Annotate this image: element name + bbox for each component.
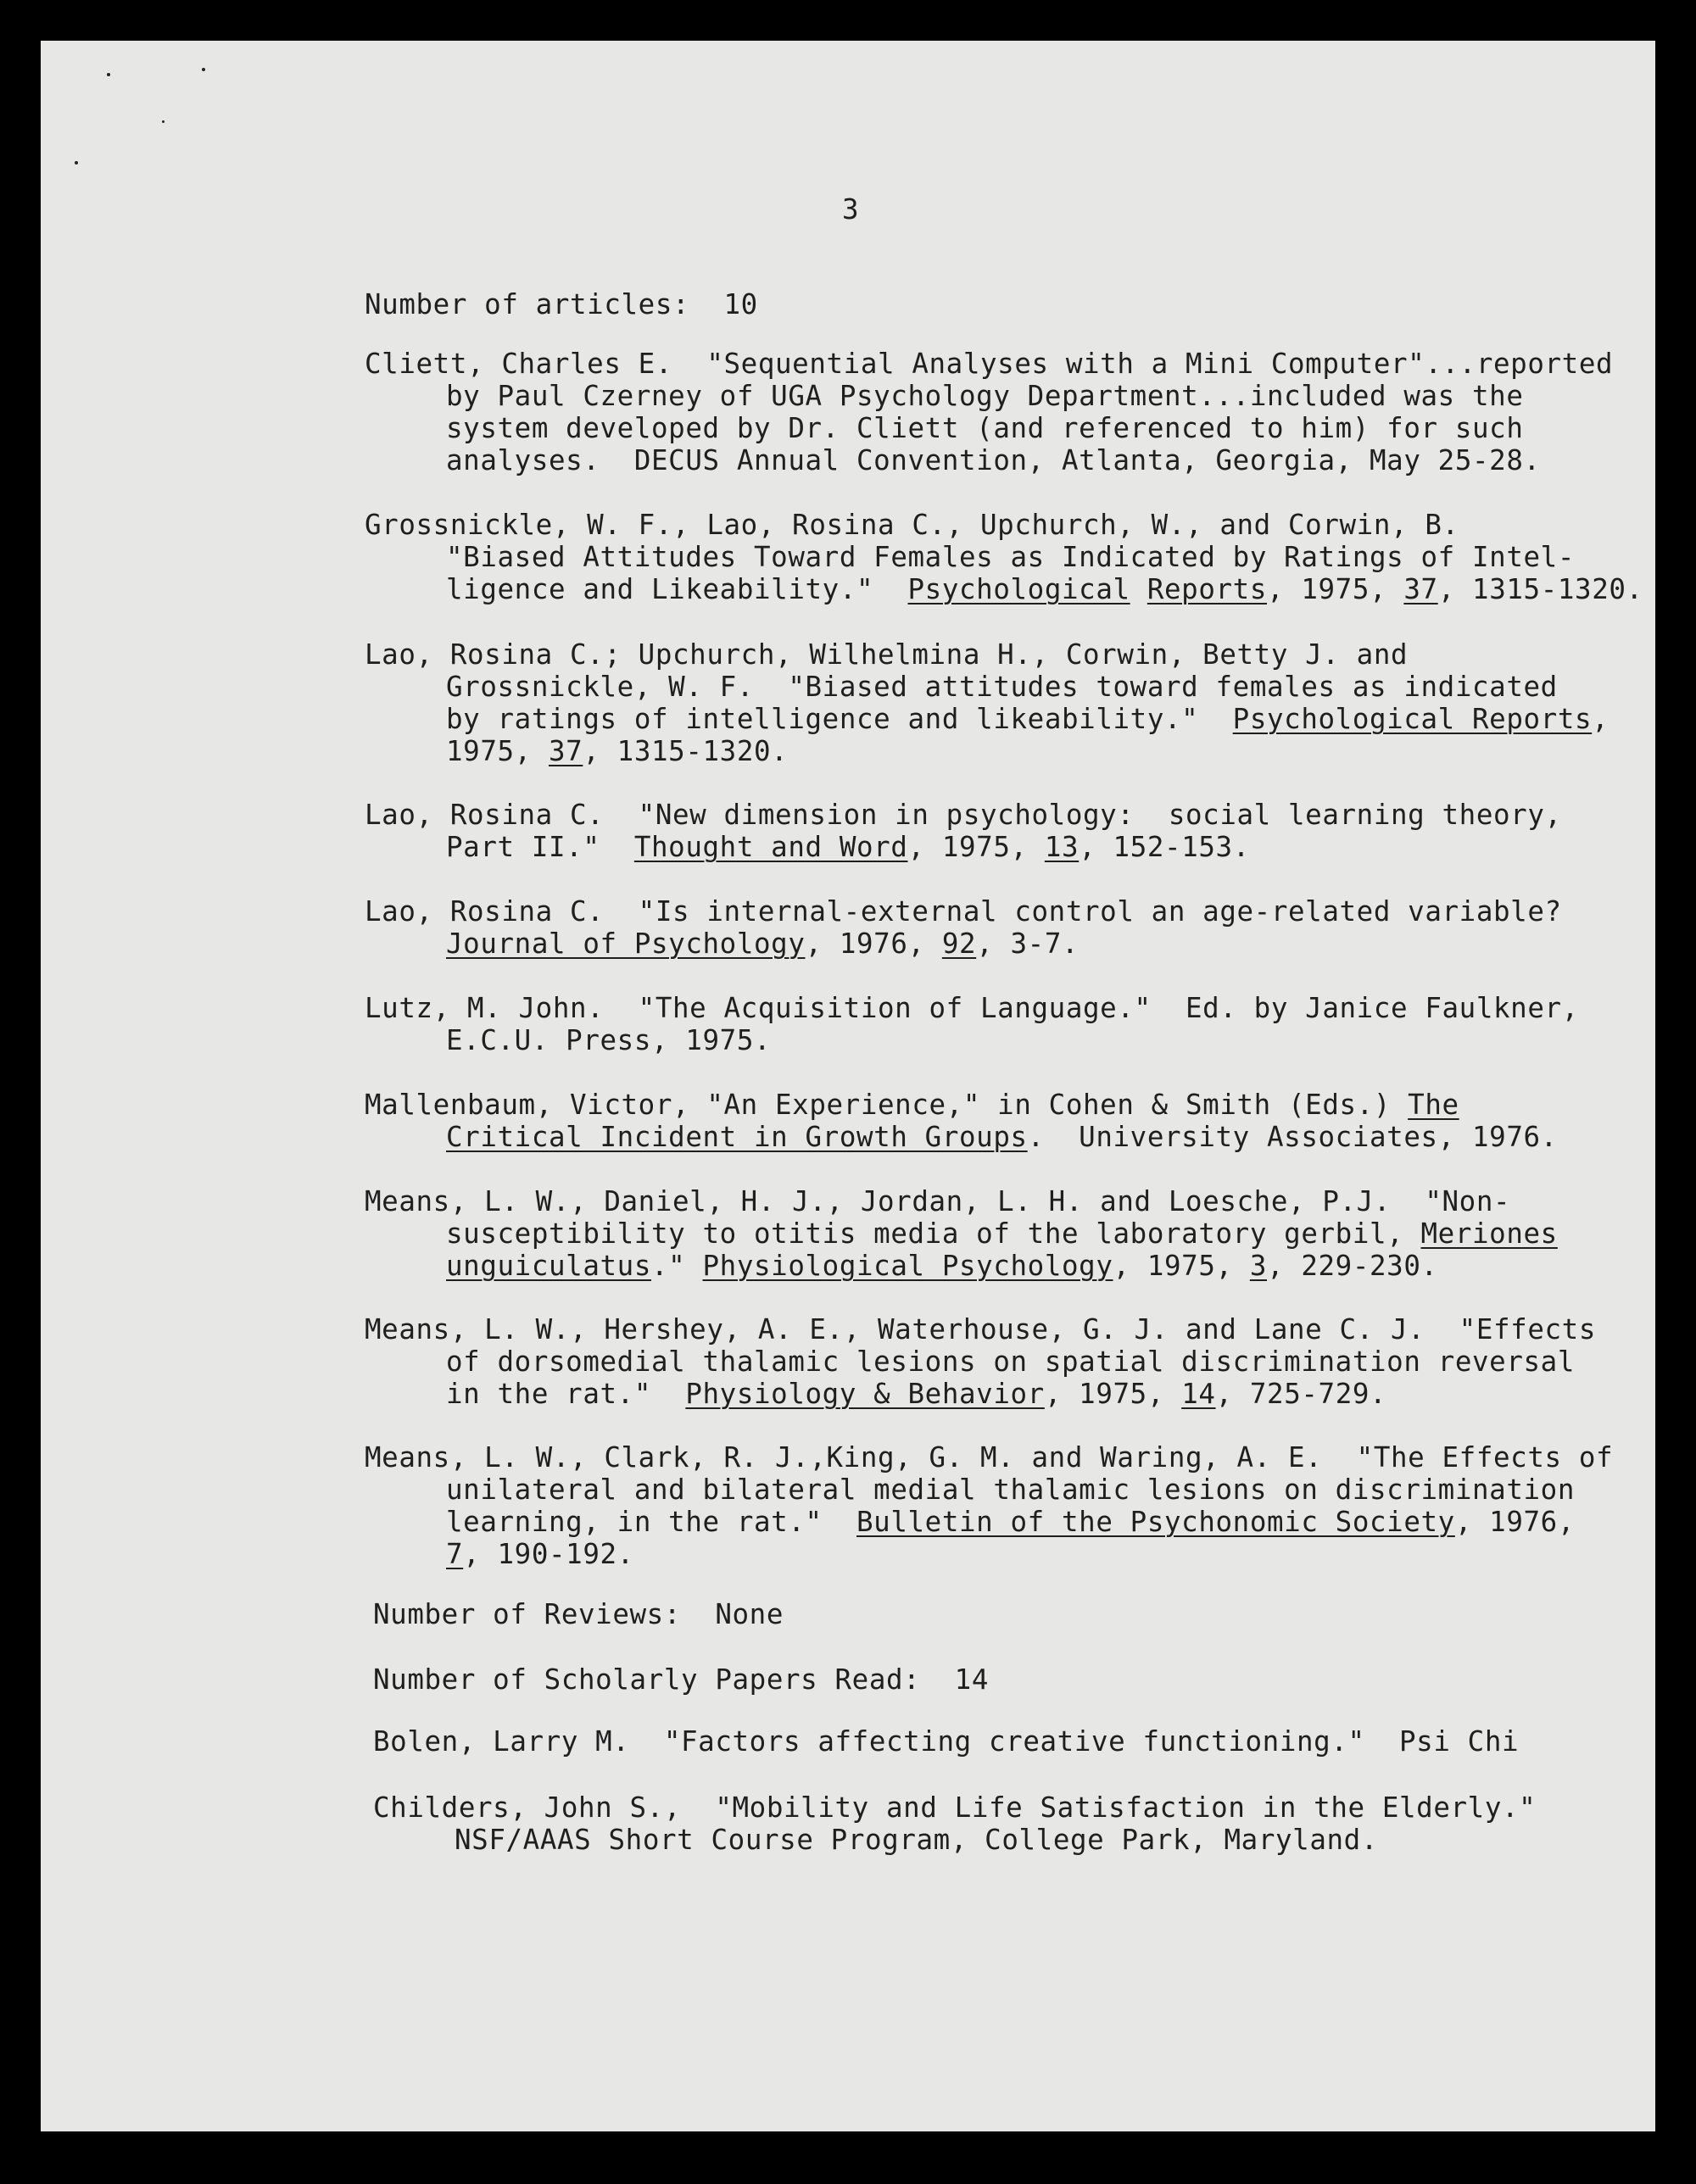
citation-line	[365, 1346, 1596, 1378]
citation-text: Mallenbaum, Victor, "An Experience," in Cohen & Smith (Eds.)	[365, 1089, 1409, 1121]
citation-text: , 1315-1320.	[1437, 573, 1643, 605]
citation-line	[365, 1024, 1579, 1056]
citation-entry	[365, 1441, 1613, 1570]
citation-text: learning, in the rat."	[446, 1506, 856, 1538]
underlined-title: Physiological Psychology	[702, 1250, 1113, 1282]
citation-text: of dorsomedial thalamic lesions on spatial discrimination reversal	[446, 1346, 1575, 1378]
underlined-title: Psychological	[907, 573, 1130, 605]
citation-line	[365, 1250, 1558, 1282]
citation-text: by ratings of intelligence and likeability."	[446, 703, 1233, 735]
citation-line	[373, 1791, 1536, 1824]
speck-mark	[75, 161, 78, 164]
citation-text: , 1315-1320.	[583, 735, 789, 767]
citation-text: , 152-153.	[1079, 831, 1250, 863]
citation-text: , 725-729.	[1215, 1378, 1387, 1410]
underlined-title: Bulletin of the Psychonomic Society	[856, 1506, 1455, 1538]
citation-line	[365, 1506, 1613, 1538]
underlined-title: 13	[1044, 831, 1080, 863]
citation-text: ,	[1592, 703, 1610, 735]
citation-line	[365, 1121, 1558, 1153]
citation-text: , 3-7.	[976, 928, 1080, 960]
underlined-title: Thought and Word	[633, 831, 908, 863]
citation-entry	[365, 1089, 1558, 1153]
citation-text: Cliett, Charles E. "Sequential Analyses with a Mini Computer"...reported	[365, 348, 1614, 380]
page-number: 3	[842, 193, 860, 226]
underlined-title: Reports	[1146, 573, 1268, 605]
citation-text: by Paul Czerney of UGA Psychology Department...included was the	[446, 380, 1524, 412]
citation-text: Childers, John S., "Mobility and Life Satisfaction in the Elderly."	[373, 1791, 1537, 1824]
citation-text: 1975,	[446, 735, 549, 767]
underlined-title: Physiology & Behavior	[685, 1378, 1045, 1410]
citation-line	[365, 1441, 1613, 1474]
speck-mark	[162, 120, 165, 123]
citation-text: "Biased Attitudes Toward Females as Indicated by Ratings of Intel-	[446, 541, 1575, 573]
underlined-title: Critical Incident in Growth Groups	[446, 1121, 1028, 1153]
underlined-title: unguiculatus	[446, 1250, 651, 1282]
speck-mark	[107, 73, 110, 76]
citation-text: , 190-192.	[463, 1538, 634, 1570]
citation-text: in the rat."	[446, 1378, 686, 1410]
citation-line	[365, 928, 1562, 960]
citation-text: Lao, Rosina C. "New dimension in psychology: social learning theory,	[365, 799, 1562, 831]
citation-text: , 1975,	[907, 831, 1045, 863]
citation-text: E.C.U. Press, 1975.	[446, 1024, 772, 1056]
citation-entry	[365, 895, 1562, 960]
citation-line	[365, 799, 1562, 831]
citation-text: Means, L. W., Hershey, A. E., Waterhouse, G. J. and Lane C. J. "Effects	[365, 1313, 1596, 1346]
citation-line	[373, 1725, 1519, 1758]
citation-entry	[365, 638, 1609, 767]
citation-line	[365, 541, 1643, 573]
citation-line	[365, 703, 1609, 735]
citation-text: Grossnickle, W. F. "Biased attitudes toward females as indicated	[446, 671, 1558, 703]
papers-heading: Number of Scholarly Papers Read: 14	[373, 1663, 989, 1696]
citation-text: susceptibility to otitis media of the laboratory gerbil,	[446, 1217, 1421, 1250]
citation-line	[365, 1089, 1558, 1121]
citation-line	[365, 412, 1613, 444]
citation-text: Lao, Rosina C.; Upchurch, Wilhelmina H., Corwin, Betty J. and	[365, 638, 1409, 671]
citation-text	[1130, 573, 1147, 605]
citation-entry	[365, 992, 1579, 1056]
citation-entry	[365, 509, 1643, 605]
citation-text: Part II."	[446, 831, 634, 863]
citation-line	[365, 1185, 1558, 1217]
citation-text: ligence and Likeability."	[446, 573, 908, 605]
underlined-title: The	[1408, 1089, 1459, 1121]
citation-text: , 1976,	[805, 928, 942, 960]
underlined-title: 14	[1181, 1378, 1216, 1410]
citation-entry	[365, 1313, 1596, 1410]
citation-text: Means, L. W., Daniel, H. J., Jordan, L. H. and Loesche, P.J. "Non-	[365, 1185, 1511, 1217]
citation-line	[365, 895, 1562, 928]
citation-entry	[365, 348, 1613, 476]
citation-text: . University Associates, 1976.	[1027, 1121, 1558, 1153]
citation-text: , 229-230.	[1267, 1250, 1438, 1282]
citation-text: , 1976,	[1454, 1506, 1576, 1538]
citation-line	[365, 735, 1609, 767]
underlined-title: 37	[549, 735, 583, 767]
citation-text: analyses. DECUS Annual Convention, Atlanta, Georgia, May 25-28.	[446, 444, 1541, 476]
citation-text: , 1975,	[1113, 1250, 1250, 1282]
citation-line	[373, 1824, 1536, 1856]
citation-text: system developed by Dr. Cliett (and referenced to him) for such	[446, 412, 1524, 444]
citation-text: ."	[651, 1250, 703, 1282]
citation-line	[365, 1313, 1596, 1346]
paper-entry	[373, 1791, 1536, 1856]
citation-line	[365, 380, 1613, 412]
articles-heading: Number of articles: 10	[365, 288, 758, 320]
citation-line	[365, 1217, 1558, 1250]
underlined-title: Psychological Reports	[1232, 703, 1593, 735]
citation-text: Grossnickle, W. F., Lao, Rosina C., Upchurch, W., and Corwin, B.	[365, 509, 1459, 541]
citation-line	[365, 509, 1643, 541]
citation-line	[365, 992, 1579, 1024]
citation-line	[365, 573, 1643, 605]
citation-line	[365, 1538, 1613, 1570]
speck-mark	[202, 68, 205, 71]
citation-line	[365, 638, 1609, 671]
citation-line	[365, 831, 1562, 863]
underlined-title: Meriones	[1420, 1217, 1558, 1250]
citation-text: Bolen, Larry M. "Factors affecting creative functioning." Psi Chi	[373, 1725, 1520, 1758]
citation-text: NSF/AAAS Short Course Program, College Park, Maryland.	[455, 1824, 1378, 1856]
citation-text: unilateral and bilateral medial thalamic lesions on discrimination	[446, 1474, 1575, 1506]
citation-text: Means, L. W., Clark, R. J.,King, G. M. and Waring, A. E. "The Effects of	[365, 1441, 1614, 1474]
underlined-title: 3	[1249, 1250, 1268, 1282]
citation-line	[365, 671, 1609, 703]
citation-line	[365, 348, 1613, 380]
underlined-title: 7	[446, 1538, 464, 1570]
citation-entry	[365, 799, 1562, 863]
citation-text: , 1975,	[1044, 1378, 1182, 1410]
citation-line	[365, 1378, 1596, 1410]
citation-text: Lao, Rosina C. "Is internal-external control an age-related variable?	[365, 895, 1562, 928]
underlined-title: Journal of Psychology	[446, 928, 806, 960]
citation-text: , 1975,	[1267, 573, 1404, 605]
reviews-heading: Number of Reviews: None	[373, 1598, 784, 1630]
citation-line	[365, 444, 1613, 476]
citation-line	[365, 1474, 1613, 1506]
paper-entry	[373, 1725, 1519, 1758]
citation-entry	[365, 1185, 1558, 1282]
citation-text: Lutz, M. John. "The Acquisition of Language." Ed. by Janice Faulkner,	[365, 992, 1579, 1024]
underlined-title: 92	[941, 928, 977, 960]
underlined-title: 37	[1403, 573, 1438, 605]
